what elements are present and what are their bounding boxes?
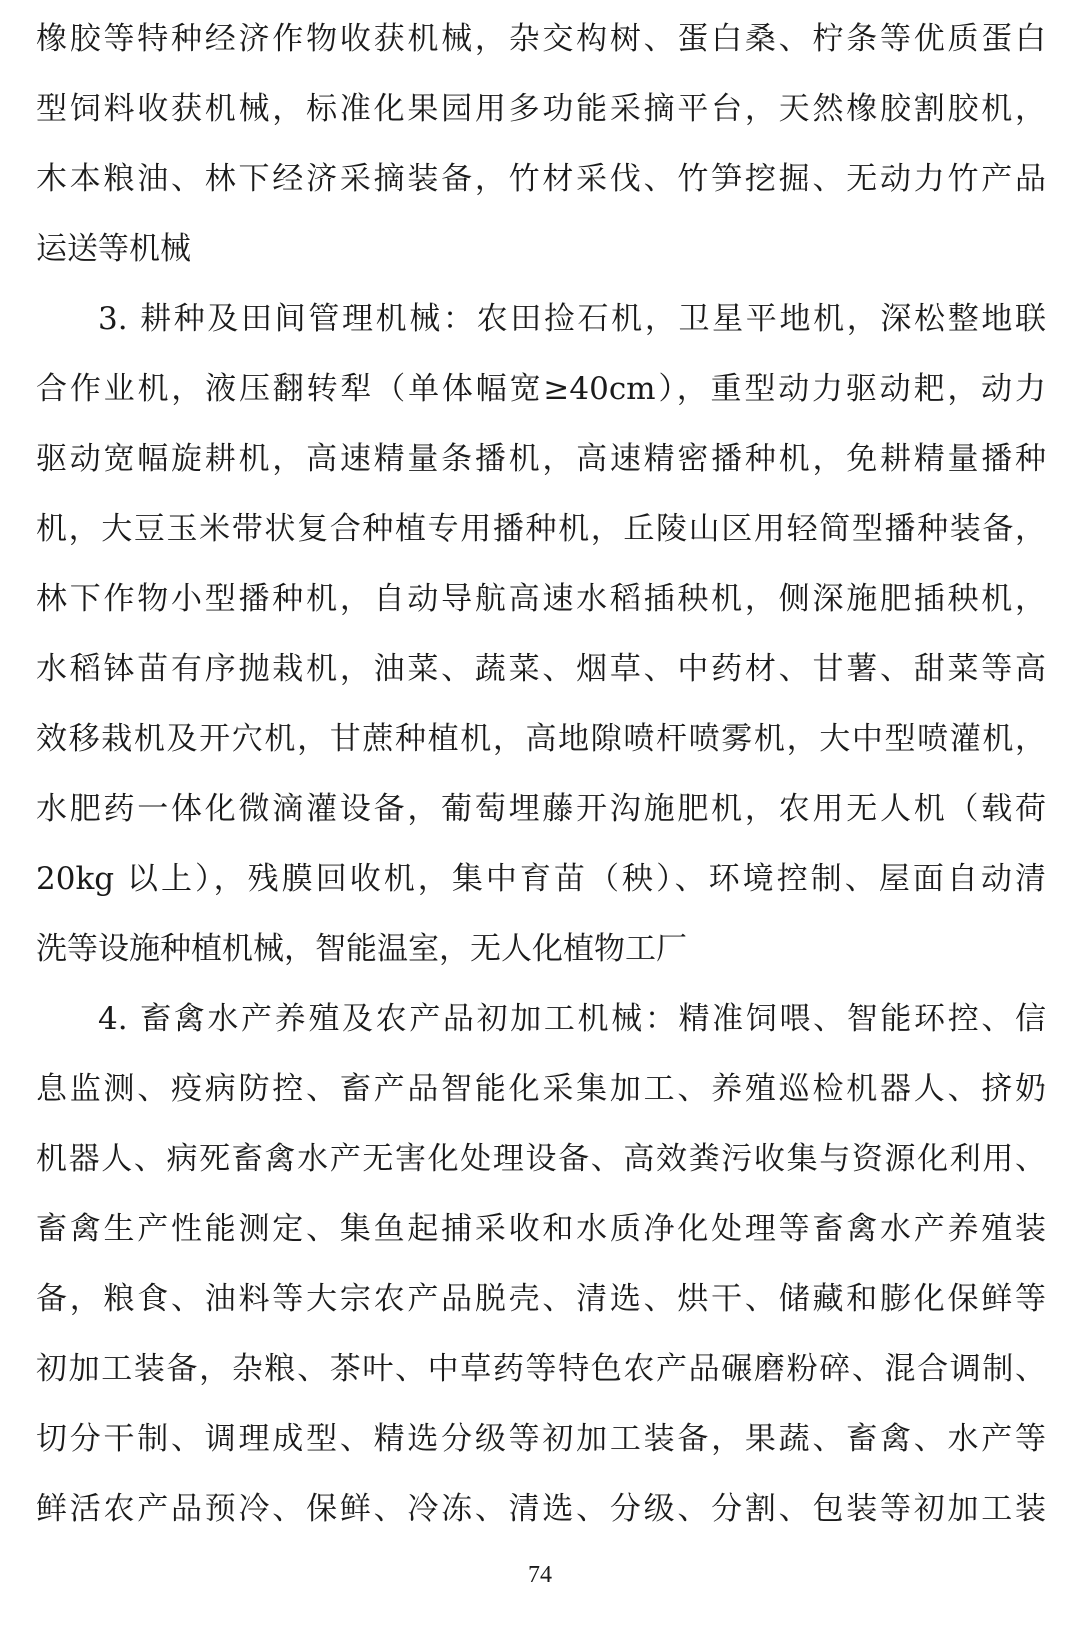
text-line: 鲜活农产品预冷、保鲜、冷冻、清选、分级、分割、包装等初加工装	[36, 1491, 1046, 1527]
text-line: 切分干制、调理成型、精选分级等初加工装备，果蔬、畜禽、水产等	[36, 1421, 1046, 1457]
section-3-heading-line: 3. 耕种及田间管理机械：农田捡石机，卫星平地机，深松整地联	[98, 301, 1046, 337]
text-line: 效移栽机及开穴机，甘蔗种植机，高地隙喷杆喷雾机，大中型喷灌机，	[36, 721, 1046, 757]
text-line: 畜禽生产性能测定、集鱼起捕采收和水质净化处理等畜禽水产养殖装	[36, 1211, 1046, 1247]
text-line: 水肥药一体化微滴灌设备，葡萄埋藤开沟施肥机，农用无人机（载荷	[36, 791, 1046, 827]
text-line: 水稻钵苗有序抛栽机，油菜、蔬菜、烟草、中药材、甘薯、甜菜等高	[36, 651, 1046, 687]
text-line: 机器人、病死畜禽水产无害化处理设备、高效粪污收集与资源化利用、	[36, 1141, 1046, 1177]
text-line: 洗等设施种植机械，智能温室，无人化植物工厂	[36, 931, 687, 967]
text-line: 初加工装备，杂粮、茶叶、中草药等特色农产品碾磨粉碎、混合调制、	[36, 1351, 1046, 1387]
text-line: 20kg 以上），残膜回收机，集中育苗（秧）、环境控制、屋面自动清	[36, 861, 1046, 897]
page-number: 74	[528, 1562, 552, 1588]
text-line: 合作业机，液压翻转犁（单体幅宽≥40cm），重型动力驱动耙，动力	[36, 371, 1046, 407]
text-line: 驱动宽幅旋耕机，高速精量条播机，高速精密播种机，免耕精量播种	[36, 441, 1046, 477]
text-line: 木本粮油、林下经济采摘装备，竹材采伐、竹笋挖掘、无动力竹产品	[36, 161, 1046, 197]
text-line: 息监测、疫病防控、畜产品智能化采集加工、养殖巡检机器人、挤奶	[36, 1071, 1046, 1107]
text-line: 林下作物小型播种机，自动导航高速水稻插秧机，侧深施肥插秧机，	[36, 581, 1046, 617]
text-line: 运送等机械	[36, 231, 191, 267]
text-line: 机，大豆玉米带状复合种植专用播种机，丘陵山区用轻简型播种装备，	[36, 511, 1046, 547]
text-line: 橡胶等特种经济作物收获机械，杂交构树、蛋白桑、柠条等优质蛋白	[36, 21, 1046, 57]
text-line: 备，粮食、油料等大宗农产品脱壳、清选、烘干、储藏和膨化保鲜等	[36, 1281, 1046, 1317]
body-text	[36, 4, 1046, 1544]
text-line: 型饲料收获机械，标准化果园用多功能采摘平台，天然橡胶割胶机，	[36, 91, 1046, 127]
section-4-heading-line: 4. 畜禽水产养殖及农产品初加工机械：精准饲喂、智能环控、信	[98, 1001, 1046, 1037]
